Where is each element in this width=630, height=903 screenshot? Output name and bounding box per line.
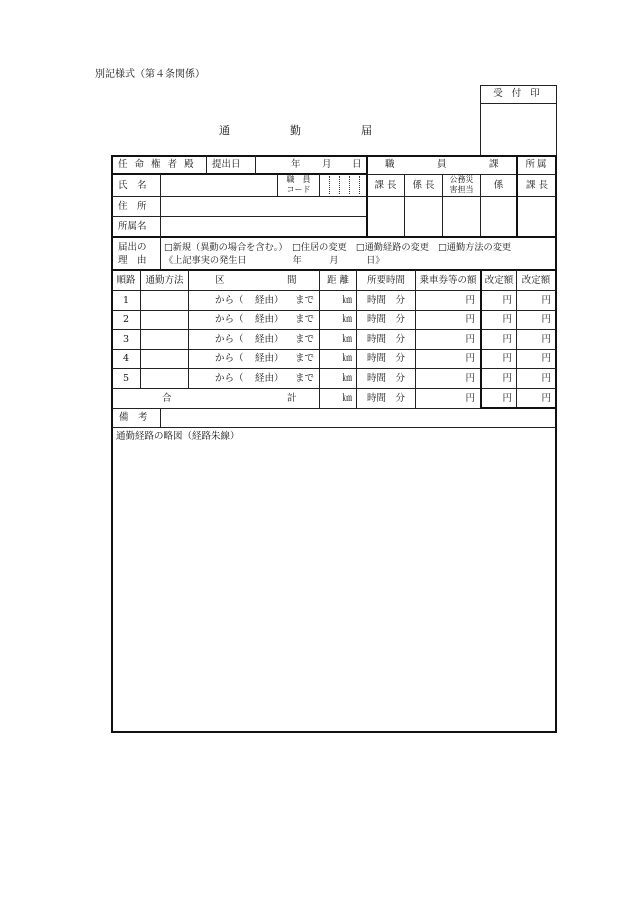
receipt-stamp-label: 受 付 印 (493, 88, 543, 99)
time-unit: 時間 分 (366, 353, 405, 364)
title-char-todoke: 届 (361, 124, 372, 137)
revised-2-unit: 円 (541, 334, 551, 345)
to-label: まで (295, 373, 315, 384)
department-label: 所属名 (118, 221, 147, 232)
from-label: から（ (215, 334, 244, 345)
approval-col-accident-1: 公務災 (449, 175, 474, 184)
row-number: 1 (122, 295, 130, 306)
header-fare: 乗車券等の額 (419, 275, 477, 286)
authority-label: 任 命 権 者 殿 (118, 159, 196, 170)
row-number: 3 (122, 334, 130, 345)
approval-stamp-1[interactable] (368, 198, 403, 235)
total-time-unit: 時間 分 (366, 393, 405, 404)
approval-stamp-2[interactable] (406, 198, 441, 235)
remarks-field[interactable] (162, 410, 554, 426)
km-unit: ㎞ (342, 295, 352, 306)
header-revised-2: 改定額 (521, 275, 551, 286)
name-field[interactable] (162, 176, 276, 195)
fare-unit: 円 (465, 314, 475, 325)
row-number: 4 (122, 353, 130, 364)
approval-header-member: 員 (437, 159, 447, 170)
form-label: 別記様式（第４条関係） (95, 69, 205, 80)
revised-2-unit: 円 (541, 314, 551, 325)
total-label-2: 計 (287, 393, 297, 404)
title-char-kin: 勤 (290, 124, 301, 137)
employee-code-label-2: コード (286, 185, 311, 194)
revised-2-unit: 円 (541, 373, 551, 384)
from-label: から（ (215, 314, 244, 325)
to-label: まで (295, 314, 315, 325)
from-label: から（ (215, 353, 244, 364)
from-label: から（ (215, 373, 244, 384)
approval-col-staff: 係 (493, 180, 504, 191)
from-label: から（ (215, 295, 244, 306)
method-field[interactable] (142, 331, 187, 348)
route-sketch-area[interactable] (114, 446, 554, 728)
title-char-tsu: 通 (219, 124, 230, 137)
time-unit: 時間 分 (366, 373, 405, 384)
revised-2-unit: 円 (541, 295, 551, 306)
remarks-label: 備 考 (119, 412, 148, 423)
approval-col-affiliation-chief: 課 長 (525, 180, 549, 191)
via-label: 経由） (255, 373, 284, 384)
revised-1-unit: 円 (502, 334, 512, 345)
km-unit: ㎞ (342, 353, 352, 364)
header-order: 順路 (116, 275, 136, 286)
employee-code-label-1: 職 員 (286, 175, 311, 184)
name-label: 氏 名 (118, 180, 147, 191)
employee-code-field[interactable] (321, 176, 365, 195)
total-label-1: 合 (162, 393, 172, 404)
approval-col-subchief: 係 長 (412, 180, 435, 191)
approval-header-staff: 職 (385, 159, 395, 170)
fare-unit: 円 (465, 334, 475, 345)
header-revised-1: 改定額 (484, 275, 514, 286)
to-label: まで (295, 353, 315, 364)
submit-date-label: 提出日 (212, 159, 241, 170)
method-field[interactable] (142, 312, 187, 328)
km-unit: ㎞ (342, 373, 352, 384)
approval-stamp-3[interactable] (444, 198, 479, 235)
km-unit: ㎞ (342, 314, 352, 325)
approval-stamp-4[interactable] (482, 198, 515, 235)
row-number: 5 (122, 373, 130, 384)
approval-header-section: 課 (489, 159, 499, 170)
total-fare-unit: 円 (465, 393, 475, 404)
method-field[interactable] (142, 292, 187, 309)
header-method: 通勤方法 (145, 275, 184, 286)
header-section-1: 区 (215, 275, 225, 286)
reason-options[interactable]: □新規（異動の場合を含む。） □住居の変更 □通勤経路の変更 □通勤方法の変更 (164, 242, 512, 253)
total-revised-1-unit: 円 (502, 393, 512, 404)
km-unit: ㎞ (342, 334, 352, 345)
time-unit: 時間 分 (366, 334, 405, 345)
date-day: 日 (352, 159, 362, 170)
address-field[interactable] (162, 198, 365, 215)
via-label: 経由） (255, 295, 284, 306)
row-number: 2 (122, 314, 130, 325)
to-label: まで (295, 295, 315, 306)
header-section-2: 間 (287, 275, 297, 286)
approval-col-accident-2: 害担当 (449, 185, 474, 194)
revised-1-unit: 円 (502, 373, 512, 384)
department-field[interactable] (162, 218, 365, 235)
via-label: 経由） (255, 314, 284, 325)
total-km-unit: ㎞ (342, 393, 352, 404)
approval-header-affiliation: 所属 (525, 159, 549, 170)
via-label: 経由） (255, 353, 284, 364)
time-unit: 時間 分 (366, 295, 405, 306)
via-label: 経由） (255, 334, 284, 345)
fare-unit: 円 (465, 295, 475, 306)
revised-1-unit: 円 (502, 295, 512, 306)
revised-1-unit: 円 (502, 353, 512, 364)
address-label: 住 所 (118, 201, 147, 212)
date-year: 年 (291, 159, 301, 170)
header-time: 所要時間 (366, 275, 405, 286)
fare-unit: 円 (465, 353, 475, 364)
revised-1-unit: 円 (502, 314, 512, 325)
method-field[interactable] (142, 351, 187, 367)
header-distance: 距 離 (326, 275, 350, 286)
to-label: まで (295, 334, 315, 345)
reason-occurrence-date: 《上記事実の発生日 年 月 日》 (164, 255, 385, 266)
time-unit: 時間 分 (366, 314, 405, 325)
fare-unit: 円 (465, 373, 475, 384)
revised-2-unit: 円 (541, 353, 551, 364)
date-month: 月 (322, 159, 332, 170)
approval-stamp-5[interactable] (519, 198, 554, 235)
sketch-label: 通勤経路の略図（経路朱線） (116, 431, 240, 442)
approval-col-chief: 課 長 (374, 180, 397, 191)
method-field[interactable] (142, 370, 187, 387)
reason-label-2: 理 由 (118, 255, 147, 266)
total-revised-2-unit: 円 (541, 393, 551, 404)
reason-label-1: 届出の (118, 242, 147, 253)
